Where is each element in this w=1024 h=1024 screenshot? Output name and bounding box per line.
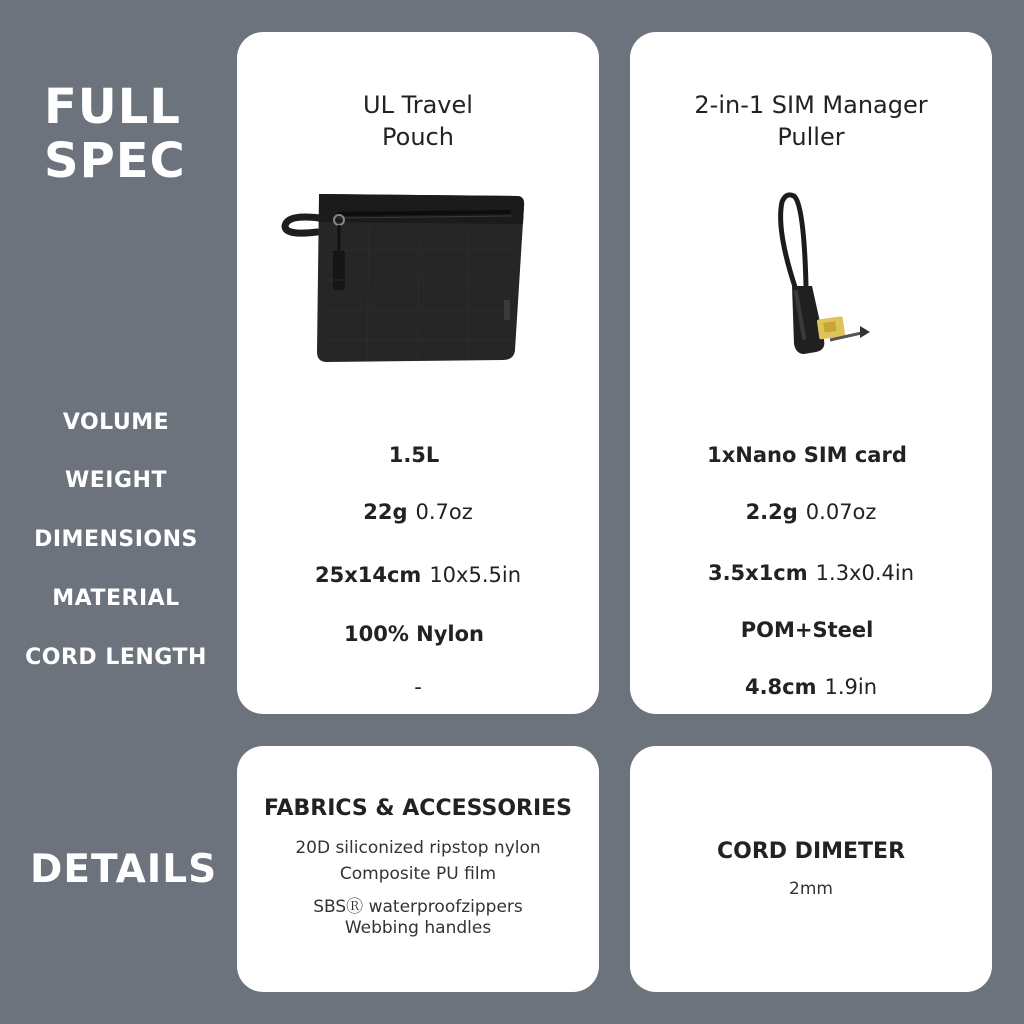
row-label-cord-length: CORD LENGTH — [25, 645, 207, 670]
cord-diameter-heading: CORD DIMETER — [716, 839, 906, 864]
pouch-weight: 22g 0.7oz — [363, 500, 473, 524]
pouch-volume: 1.5L — [388, 443, 440, 467]
sim-material: POM+Steel — [740, 618, 874, 642]
sim-dimensions: 3.5x1cm 1.3x0.4in — [707, 561, 915, 585]
sim-puller-icon — [770, 190, 880, 365]
product-title-line1: UL Travel — [363, 91, 473, 119]
fabrics-line: SBSⓇ waterproofzippers — [313, 897, 523, 917]
row-label-volume: VOLUME — [62, 410, 170, 435]
row-label-weight: WEIGHT — [65, 468, 167, 493]
details-card-cord — [630, 746, 992, 992]
row-label-material: MATERIAL — [52, 586, 180, 611]
product-card-sim-puller — [630, 32, 992, 714]
full-spec-heading: FULL SPEC — [44, 79, 186, 189]
details-card-fabrics — [237, 746, 599, 992]
fabrics-line: 20D siliconized ripstop nylon — [295, 838, 541, 858]
product-title-line2: Pouch — [382, 123, 454, 151]
details-heading: DETAILS — [30, 847, 218, 892]
product-title-line1: 2-in-1 SIM Manager — [694, 91, 928, 119]
pouch-dimensions: 25x14cm 10x5.5in — [314, 563, 522, 587]
sim-volume: 1xNano SIM card — [707, 443, 907, 467]
pouch-icon — [279, 190, 534, 365]
fabrics-line: Webbing handles — [344, 918, 492, 938]
sim-weight: 2.2g 0.07oz — [745, 500, 877, 524]
pouch-material: 100% Nylon — [343, 622, 485, 646]
fabrics-line: Composite PU film — [339, 864, 497, 884]
product-title-line2: Puller — [777, 123, 845, 151]
sim-cord-length: 4.8cm 1.9in — [744, 675, 878, 699]
pouch-cord-length: - — [414, 675, 422, 699]
row-label-dimensions: DIMENSIONS — [34, 527, 198, 552]
product-card-pouch — [237, 32, 599, 714]
fabrics-heading: FABRICS & ACCESSORIES — [263, 796, 573, 821]
cord-diameter-value: 2mm — [789, 879, 833, 899]
